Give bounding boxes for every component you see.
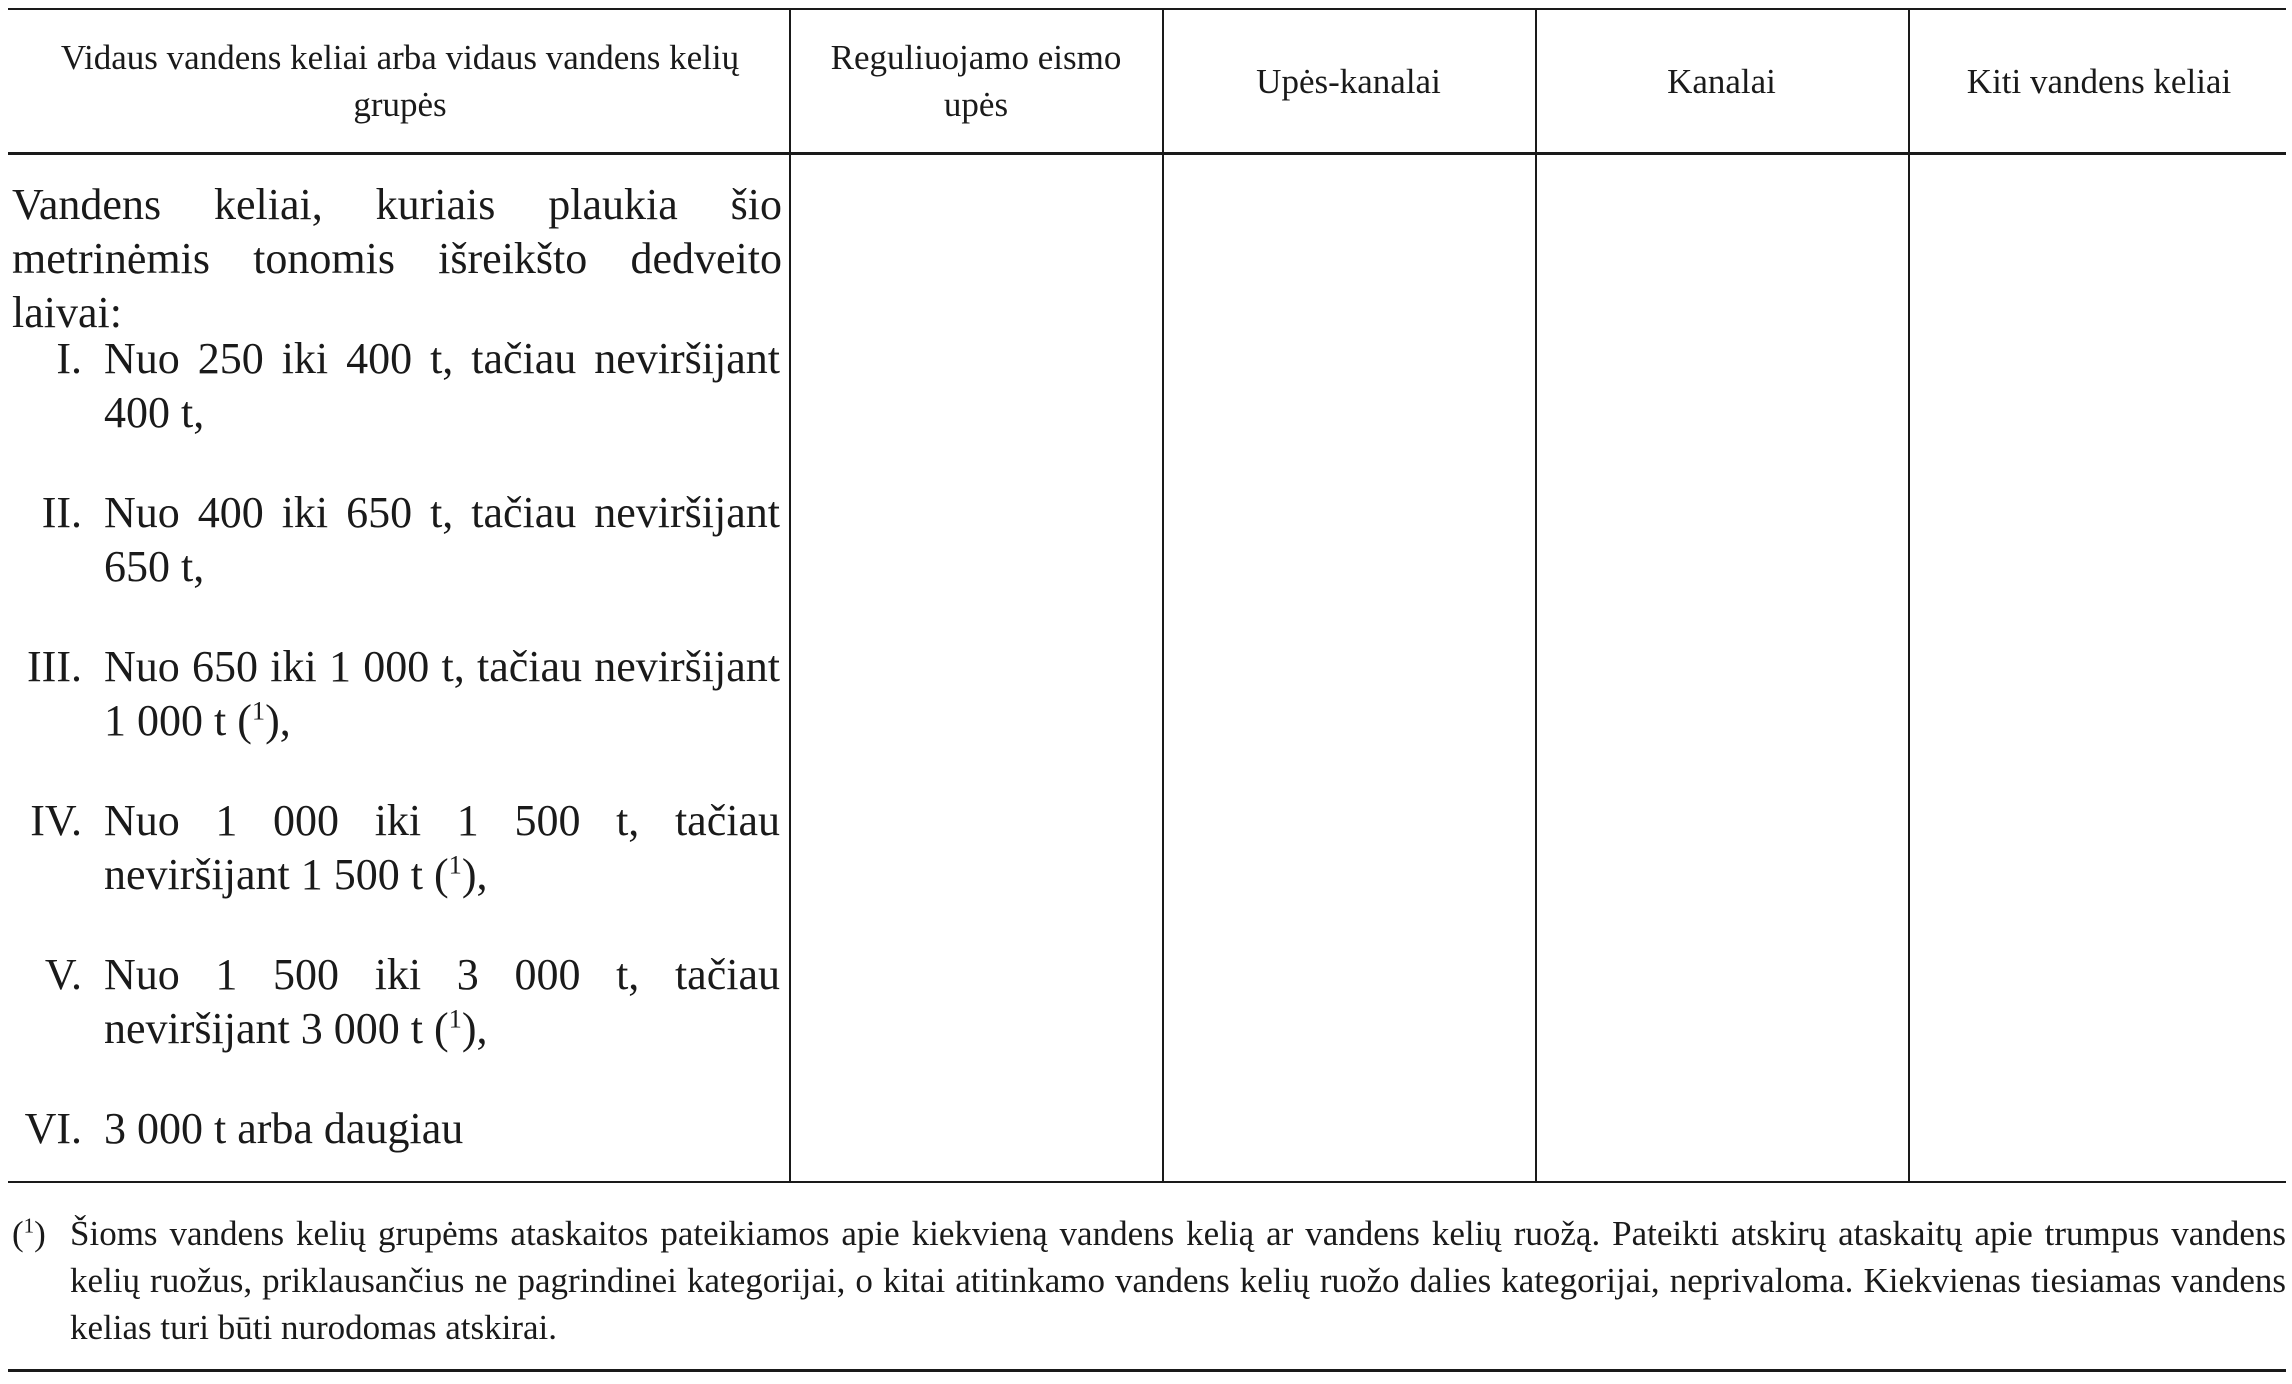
header-canals-label: Kanalai [1667, 61, 1776, 101]
header-regulated-rivers-label: Reguliuojamo eismo upės [830, 38, 1122, 124]
row-text: Nuo 1 000 iki 1 500 t, tačiau neviršijant 1 500 t ($^1$), [104, 796, 780, 899]
column-divider-2 [1162, 8, 1164, 1183]
header-river-canals-label: Upės-kanalai [1256, 61, 1441, 101]
column-divider-1 [789, 8, 791, 1183]
header-other-waterways [1918, 12, 2280, 150]
header-other-waterways-label: Kiti vandens keliai [1966, 61, 2232, 101]
footnote-ref: 1 [448, 1003, 462, 1034]
footnote-ref: 1 [251, 695, 266, 726]
header-river-canals [1172, 12, 1525, 150]
row-number: VI. [24, 1104, 82, 1153]
footnote-bottom-rule [8, 1369, 2286, 1372]
row-number: V. [44, 950, 82, 999]
row-number: II. [41, 488, 82, 537]
footnote-text: Šioms vandens kelių grupėms ataskaitos pateikiamos apie kiekvieną vandens kelią ar vandens kelių ruožą. Pateikti atskirų ataskaitų apie trumpus vandens kelių ruožus, priklausančius ne pagrindinei kategorijai, o kitai atitinkamo vandens kelių ruožo dalies kategorijai, neprivaloma. Kiekvienas tiesiamas vandens kelias turi būti nurodomas atskirai. [70, 1214, 2286, 1347]
header-bottom-rule [8, 152, 2286, 155]
header-waterway-groups [30, 12, 770, 150]
intro-text: Vandens keliai, kuriais plaukia šio metrinėmis tonomis išreikšto dedveito laivai: [12, 180, 782, 337]
row-text: Nuo 1 500 iki 3 000 t, tačiau neviršijant 3 000 t ($^1$), [104, 950, 780, 1053]
row-text: Nuo 400 iki 650 t, tačiau neviršijant 650 t, [104, 488, 780, 591]
row-text: Nuo 650 iki 1 000 t, tačiau neviršijant 1 000 t ($^1$), [104, 642, 780, 745]
table-bottom-rule [8, 1181, 2286, 1183]
row-number: IV. [30, 796, 82, 845]
footnote-mark: ($^1$) [12, 1213, 46, 1253]
row-number: I. [56, 334, 82, 383]
row-text: Nuo 250 iki 400 t, tačiau neviršijant 400 t, [104, 334, 780, 437]
row-text: 3 000 t arba daugiau [104, 1104, 464, 1153]
table-top-rule [8, 8, 2286, 10]
footnote-ref: 1 [448, 849, 462, 880]
row-number: III. [27, 642, 82, 691]
column-divider-4 [1908, 8, 1910, 1183]
header-waterway-groups-label: Vidaus vandens keliai arba vidaus vandens kelių grupės [60, 38, 740, 124]
header-regulated-rivers [800, 12, 1152, 150]
column-divider-3 [1535, 8, 1537, 1183]
header-canals [1545, 12, 1898, 150]
